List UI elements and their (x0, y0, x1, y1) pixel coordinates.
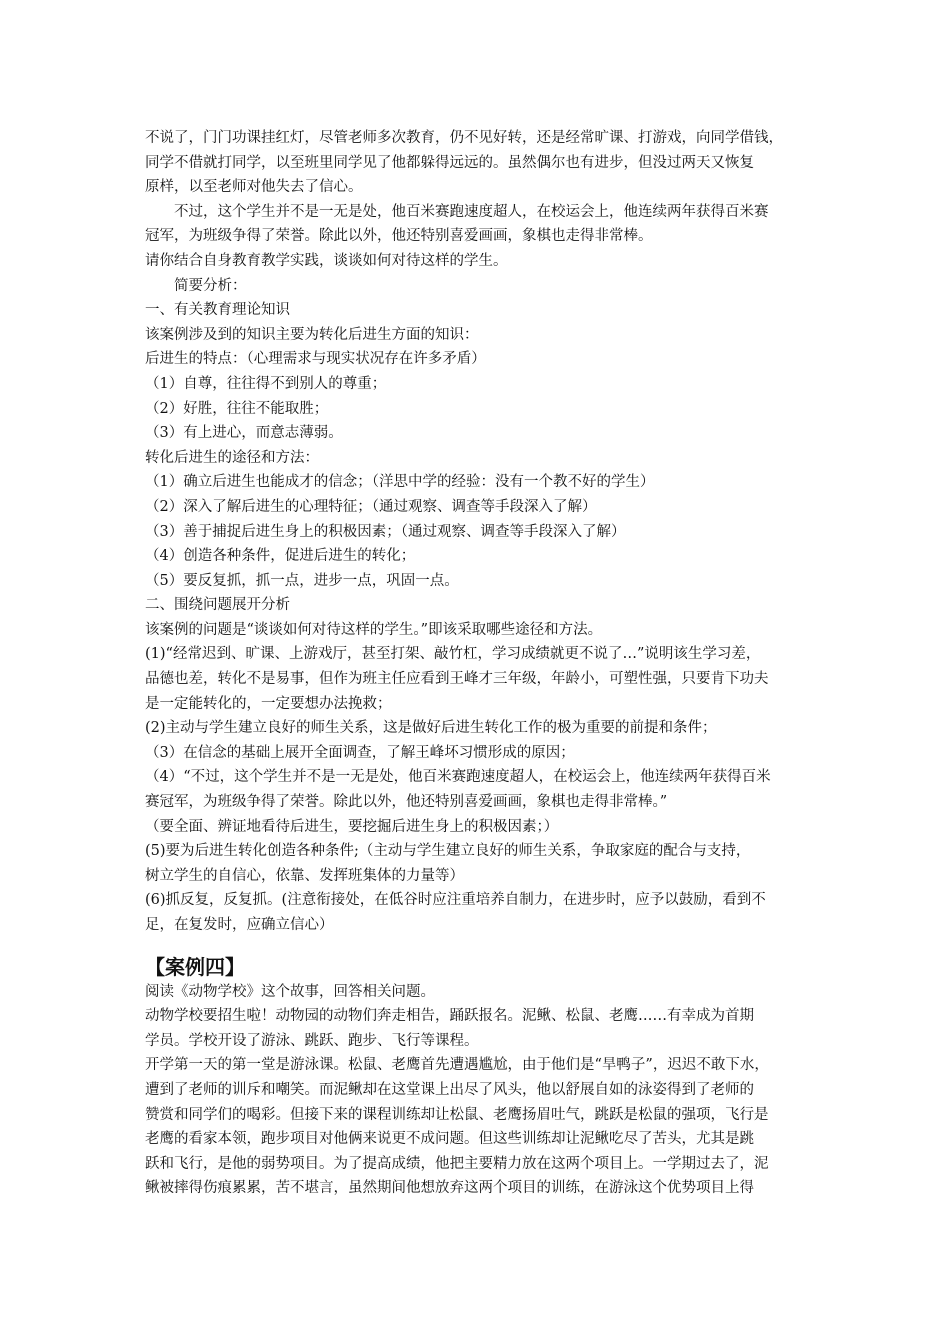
case-four-line: 鳅被摔得伤痕累累，苦不堪言，虽然期间他想放弃这两个项目的训练，在游泳这个优势项目上得 (145, 1180, 754, 1197)
section2-line: （3）在信念的基础上展开全面调查，了解王峰坏习惯形成的原因； (145, 744, 575, 761)
method-item: （3）善于捕捉后进生身上的积极因素；（通过观察、调查等手段深入了解） (145, 523, 626, 540)
case-four-line: 跃和飞行，是他的弱势项目。为了提高成绩，他把主要精力放在这两个项目上。一学期过去了，泥 (145, 1155, 769, 1172)
trait-item: （2）好胜，往往不能取胜； (145, 400, 329, 417)
case-four-line: 赞赏和同学们的喝彩。但接下来的课程训练却让松鼠、老鹰扬眉吐气，跳跃是松鼠的强项，飞行是 (145, 1106, 769, 1123)
trait-item: （3）有上进心，而意志薄弱。 (145, 425, 343, 442)
section1-intro: 该案例涉及到的知识主要为转化后进生方面的知识： (145, 326, 479, 343)
case-three-text-line: 不说了，门门功课挂红灯，尽管老师多次教育，仍不见好转，还是经常旷课、打游戏，向同学借钱， (145, 130, 783, 146)
case-four-line: 开学第一天的第一堂是游泳课。松鼠、老鹰首先遭遇尴尬，由于他们是“旱鸭子”，迟迟不敢下水， (145, 1057, 769, 1074)
methods-title: 转化后进生的途径和方法： (145, 449, 319, 466)
case-three-para2-line: 冠军，为班级争得了荣誉。除此以外，他还特别喜爱画画，象棋也走得非常棒。 (145, 228, 653, 245)
section1-title: 一、有关教育理论知识 (145, 302, 290, 319)
method-item: （1）确立后进生也能成才的信念；（洋思中学的经验：没有一个教不好的学生） (145, 474, 655, 491)
section2-title: 二、围绕问题展开分析 (145, 597, 290, 614)
case-three-text-line: 原样，以至老师对他失去了信心。 (145, 179, 363, 196)
section2-line: 品德也差，转化不是易事，但作为班主任应看到王峰才三年级，年龄小，可塑性强，只要肯下功夫 (145, 671, 769, 688)
traits-title: 后进生的特点：（心理需求与现实状况存在许多矛盾） (145, 351, 486, 368)
case-three-text-line: 同学不借就打同学，以至班里同学见了他都躲得远远的。虽然偶尔也有进步，但没过两天又恢复 (145, 154, 754, 171)
analysis-title: 简要分析： (174, 277, 247, 294)
section2-line: （要全面、辨证地看待后进生，要挖掘后进生身上的积极因素；） (145, 818, 559, 835)
section2-line: (5)要为后进生转化创造各种条件;（主动与学生建立良好的师生关系，争取家庭的配合与支持， (145, 843, 751, 860)
case-four-line: 遭到了老师的训斥和嘲笑。而泥鳅却在这堂课上出尽了风头，他以舒展自如的泳姿得到了老师的 (145, 1081, 754, 1098)
section2-line: （4）“不过，这个学生并不是一无是处，他百米赛跑速度超人，在校运会上，他连续两年获得百米 (145, 769, 771, 786)
question-text: 请你结合自身教育教学实践，谈谈如何对待这样的学生。 (145, 252, 508, 269)
case-four-line: 阅读《动物学校》这个故事，回答相关问题。 (145, 983, 435, 1000)
section2-intro: 该案例的问题是“谈谈如何对待这样的学生。”即该采取哪些途径和方法。 (145, 621, 603, 638)
case-three-para2-line: 不过，这个学生并不是一无是处，他百米赛跑速度超人，在校运会上，他连续两年获得百米赛 (174, 203, 769, 220)
case-four-line: 老鹰的看家本领，跑步项目对他俩来说更不成问题。但这些训练却让泥鳅吃尽了苦头，尤其是跳 (145, 1131, 754, 1148)
section2-line: 树立学生的自信心，依靠、发挥班集体的力量等） (145, 867, 464, 884)
document-page (145, 126, 807, 1201)
method-item: （4）创造各种条件，促进后进生的转化； (145, 548, 416, 565)
method-item: （5）要反复抓，抓一点，进步一点，巩固一点。 (145, 572, 459, 589)
section2-line: 是一定能转化的，一定要想办法挽救； (145, 695, 392, 712)
section2-line: 赛冠军，为班级争得了荣誉。除此以外，他还特别喜爱画画，象棋也走得非常棒。” (145, 794, 668, 811)
section2-line: 足，在复发时，应确立信心） (145, 917, 334, 933)
section2-line: (6)抓反复，反复抓。(注意衔接处，在低谷时应注重培养自制力，在进步时，应予以鼓励，看到不 (145, 892, 766, 909)
case-four-line: 动物学校要招生啦！动物园的动物们奔走相告，踊跃报名。泥鳅、松鼠、老鹰‥‥‥有幸成为首期 (145, 1008, 755, 1025)
section2-line: (1)“经常迟到、旷课、上游戏厅，甚至打架、敲竹杠，学习成绩就更不说了…”说明该生学习差， (145, 646, 761, 663)
method-item: （2）深入了解后进生的心理特征；（通过观察、调查等手段深入了解） (145, 498, 597, 515)
trait-item: （1）自尊，往往得不到别人的尊重； (145, 375, 387, 392)
case-four-line: 学员。学校开设了游泳、跳跃、跑步、飞行等课程。 (145, 1032, 479, 1049)
section2-line: (2)主动与学生建立良好的师生关系，这是做好后进生转化工作的极为重要的前提和条件； (145, 720, 717, 737)
case-four-heading: 【案例四】 (145, 954, 245, 979)
